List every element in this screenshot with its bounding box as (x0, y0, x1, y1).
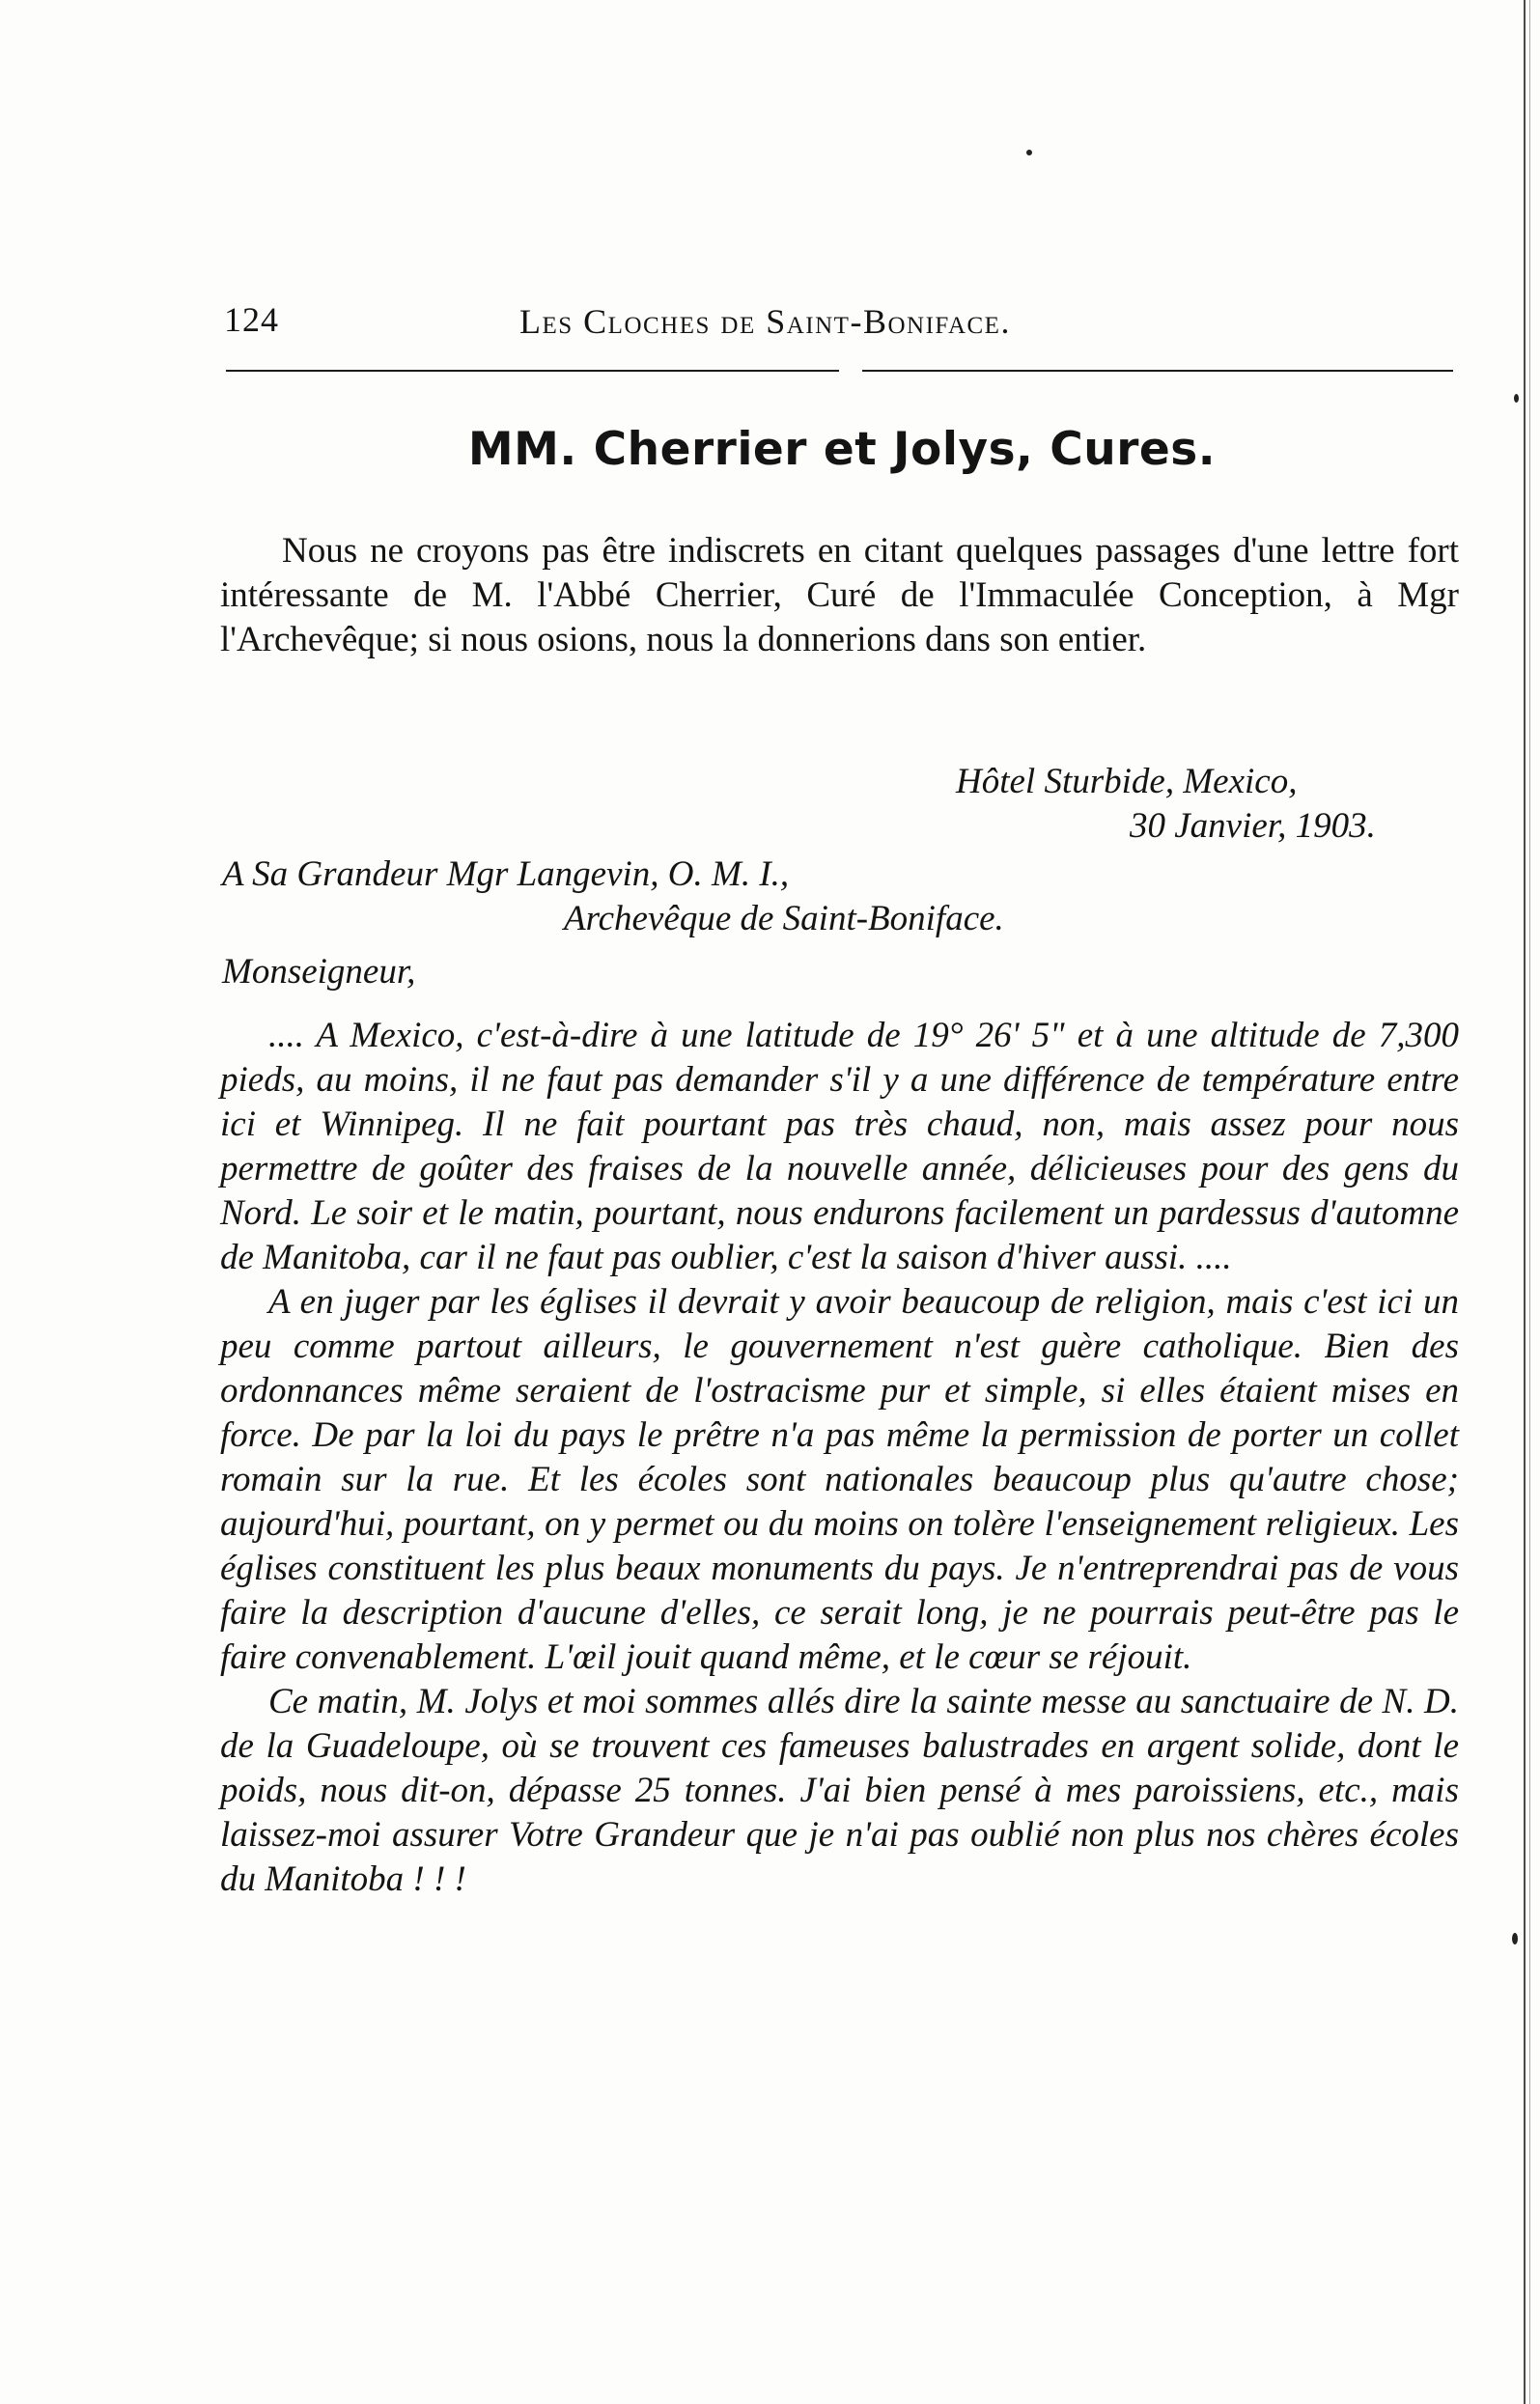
scan-speck (1026, 150, 1032, 155)
intro-paragraph: Nous ne croyons pas être indiscrets en citant quelques passages d'une lettre fort intéressante de M. l'Abbé Cherrier, Curé de l'Immaculée Conception, à Mgr l'Archevêque; si nous osions, nous la donnerions dans son entier. (220, 531, 1459, 659)
scan-edge-line-secondary (1529, 0, 1530, 2404)
running-title: Les Cloches de Saint-Boniface. (519, 302, 1011, 341)
running-header (224, 290, 1460, 348)
scan-edge-line (1524, 0, 1526, 2404)
section-heading: MM. Cherrier et Jolys, Cures. (467, 423, 1217, 476)
letter-dateline-place: Hôtel Sturbide, Mexico, (956, 762, 1298, 801)
letter-paragraph: A en juger par les églises il devrait y avoir beaucoup de religion, mais c'est ici un peu comme partout ailleurs, le gouvernement n'est guère catholique. Bien des ordonnances même seraient de l'ostracisme pur et simple, si elles étaient mises en force. De par la loi du pays le prêtre n'a pas même la permission de porter un collet romain sur la rue. Et les écoles sont nationales beaucoup plus qu'autre chose; aujourd'hui, pourtant, on y permet ou du moins on tolère l'enseignement religieux. Les églises constituent les plus beaux monuments du pays. Je n'entreprendrai pas de vous faire la description d'aucune d'elles, ce serait long, je ne pourrais peut-être pas le faire convenablement. L'œil jouit quand même, et le cœur se réjouit. (220, 1282, 1459, 1677)
header-rule-left (226, 370, 839, 372)
scan-speck (1512, 1933, 1518, 1944)
letter-dateline-date: 30 Janvier, 1903. (1130, 806, 1376, 846)
letter-addressee-title: Archevêque de Saint-Boniface. (564, 899, 1004, 938)
scan-speck (1514, 394, 1519, 403)
letter-addressee-name: A Sa Grandeur Mgr Langevin, O. M. I., (222, 854, 790, 894)
letter-body (220, 1014, 1459, 1902)
letter-paragraph: .... A Mexico, c'est-à-dire à une latitude de 19° 26' 5" et à une altitude de 7,300 pieds, au moins, il ne faut pas demander s'il y a une différence de température entre ici et Winnipeg. Il ne fait pourtant pas très chaud, non, mais assez pour nous permettre de goûter des fraises de la nouvelle année, délicieuses pour des gens du Nord. Le soir et le matin, pourtant, nous endurons facilement un pardessus d'automne de Manitoba, car il ne faut pas oublier, c'est la saison d'hiver aussi. .... (220, 1016, 1459, 1277)
letter-salutation: Monseigneur, (222, 952, 416, 992)
page-number: 124 (224, 300, 279, 339)
letter-paragraph: Ce matin, M. Jolys et moi sommes allés dire la sainte messe au sanctuaire de N. D. de la Guadeloupe, où se trouvent ces fameuses balustrades en argent solide, dont le poids, nous dit-on, dépasse 25 tonnes. J'ai bien pensé à mes paroissiens, etc., mais laissez-moi assurer Votre Grandeur que je n'ai pas oublié non plus nos chères écoles du Manitoba ! ! ! (220, 1682, 1459, 1899)
header-rule-right (862, 370, 1453, 372)
